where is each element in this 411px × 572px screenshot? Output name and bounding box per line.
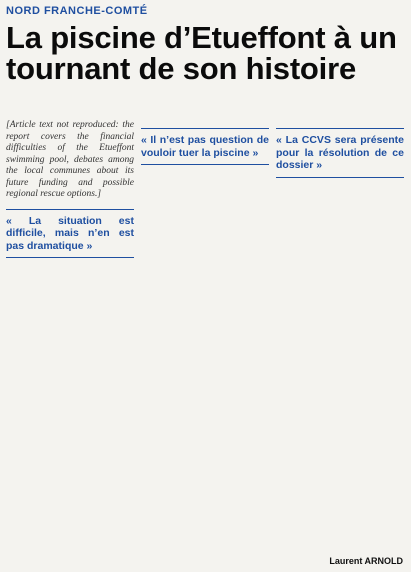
callout-2: « Il n’est pas question de vouloir tuer la piscine » — [141, 128, 269, 165]
section-tag: NORD FRANCHE-COMTÉ — [6, 5, 148, 17]
article-column-3 — [276, 120, 404, 566]
article-summary: [Article text not reproduced: the report covers the financial difficulties of the Etueffont swimming pool, debates among the local communes about its future funding and possible regional rescue options.] — [6, 120, 134, 199]
article-column-1 — [6, 120, 134, 566]
article-body — [6, 120, 405, 566]
callout-3: « La CCVS sera présente pour la résolution de ce dossier » — [276, 128, 404, 178]
article-column-2 — [141, 120, 269, 566]
article-headline: La piscine d’Etueffont à un tournant de son histoire — [6, 20, 397, 86]
article-byline: Laurent ARNOLD — [329, 556, 403, 566]
callout-1: « La situation est difficile, mais n’en est pas dramatique » — [6, 209, 134, 259]
